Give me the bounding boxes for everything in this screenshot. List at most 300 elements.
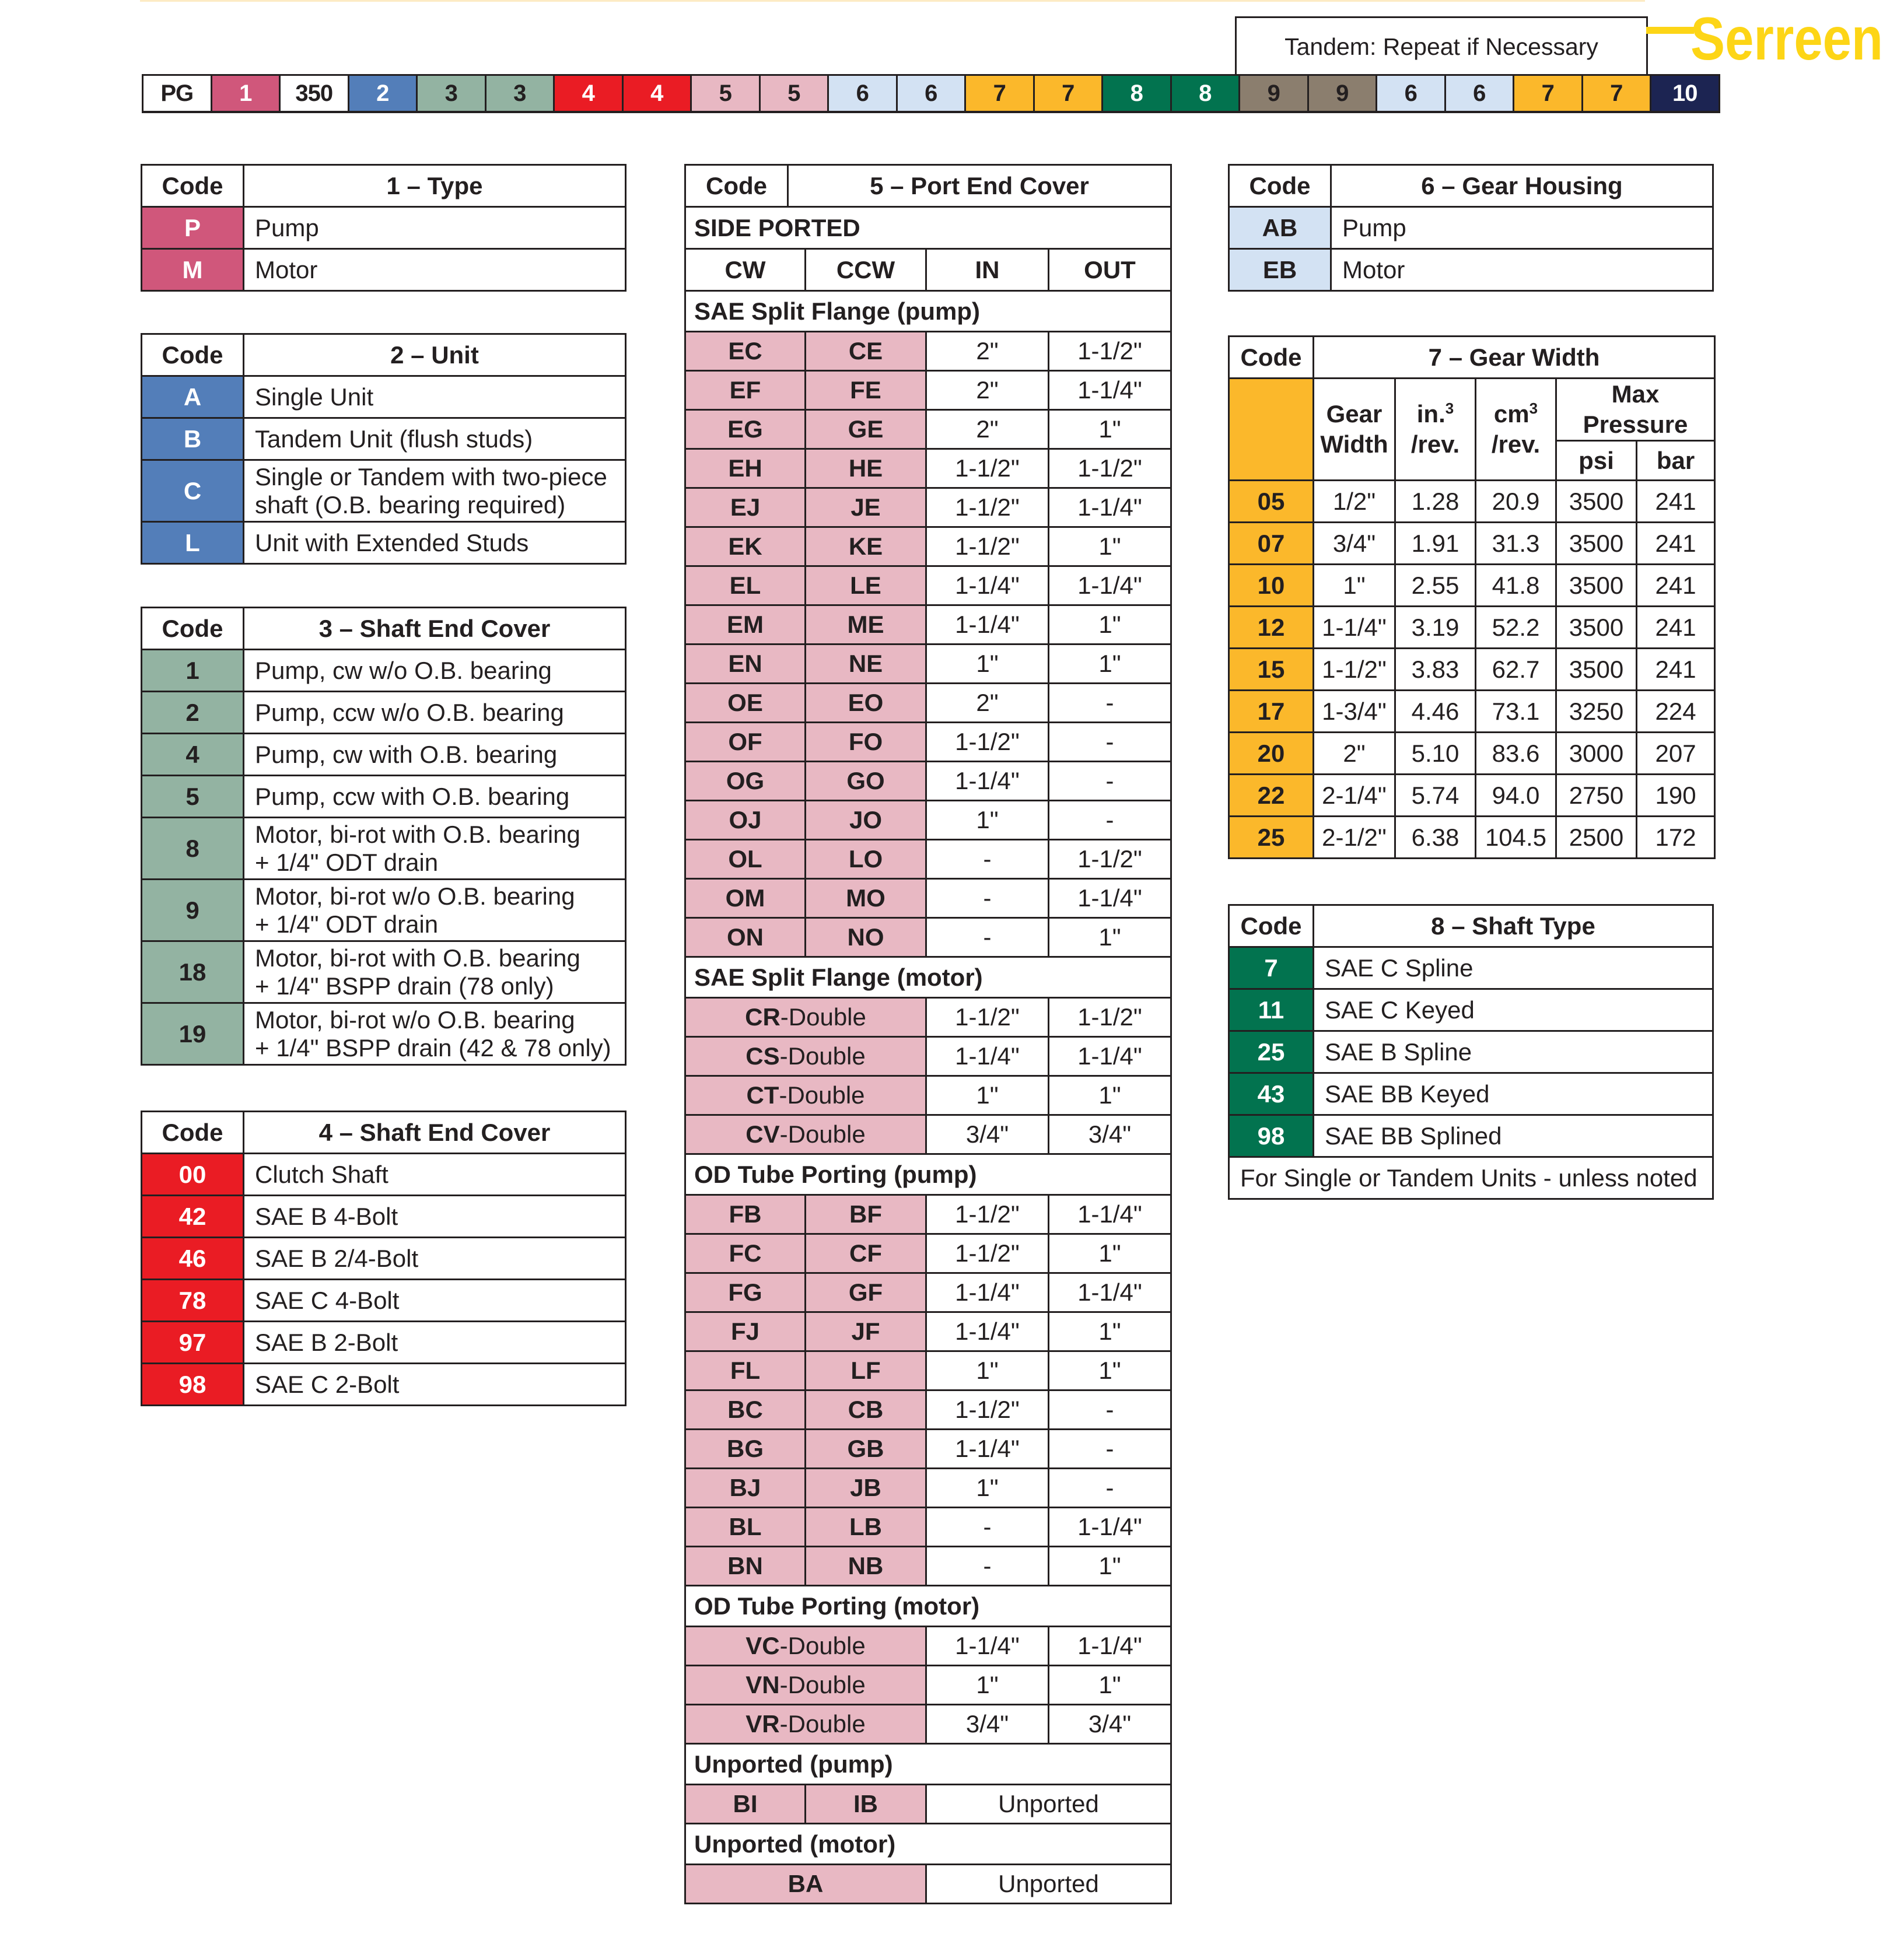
tandem-note	[1235, 16, 1648, 76]
table-row	[142, 1238, 626, 1280]
code-cell: 8	[142, 818, 244, 880]
description-line: SAE B 2-Bolt	[255, 1328, 398, 1356]
code-cell: B	[142, 418, 244, 460]
out-size-cell: 1-1/4"	[1049, 1627, 1171, 1666]
double-code-cell	[685, 1627, 926, 1666]
description-cell	[244, 1196, 626, 1238]
in-size-cell: 1-1/4"	[926, 566, 1049, 605]
bar-cell: 172	[1637, 817, 1715, 859]
table-row	[685, 1076, 1171, 1115]
out-size-cell: 1"	[1049, 410, 1171, 449]
table-row	[685, 762, 1171, 801]
double-code-cell	[685, 1705, 926, 1744]
cm3-cell: 31.3	[1476, 523, 1556, 565]
col-out: OUT	[1049, 249, 1171, 291]
table-row	[685, 840, 1171, 879]
ccw-code-cell: JB	[806, 1469, 926, 1508]
table-row	[142, 692, 626, 734]
out-size-cell: 1-1/4"	[1049, 879, 1171, 918]
table-row	[142, 650, 626, 692]
code-bar-segment: 350	[281, 76, 349, 111]
psi-cell: 3500	[1556, 565, 1637, 607]
code-cell: 17	[1229, 691, 1314, 733]
code-cell: 42	[142, 1196, 244, 1238]
description-line: Tandem Unit (flush studs)	[255, 425, 533, 453]
description-line: SAE B 4-Bolt	[255, 1202, 398, 1230]
bar-cell: 224	[1637, 691, 1715, 733]
width-cell: 3/4"	[1314, 523, 1395, 565]
code-bar-segment: 3	[487, 76, 555, 111]
out-size-cell: -	[1049, 1469, 1171, 1508]
code-bar-segment: 9	[1240, 76, 1309, 111]
table-row	[685, 566, 1171, 605]
out-size-cell: 1-1/4"	[1049, 1195, 1171, 1234]
out-size-cell: 1"	[1049, 1076, 1171, 1115]
width-cell: 1-1/4"	[1314, 607, 1395, 649]
description-line: Clutch Shaft	[255, 1160, 388, 1188]
cw-code-cell: FG	[685, 1273, 806, 1312]
description-cell	[244, 1280, 626, 1322]
ccw-code-cell: GF	[806, 1273, 926, 1312]
cw-code-cell: OE	[685, 684, 806, 723]
table-row	[685, 1115, 1171, 1154]
table-row	[142, 818, 626, 880]
in-size-cell: 1-1/4"	[926, 1430, 1049, 1469]
code-bar-segment: 9	[1309, 76, 1378, 111]
code-cell: 98	[142, 1364, 244, 1406]
psi-cell: 3500	[1556, 607, 1637, 649]
code-cell: 15	[1229, 649, 1314, 691]
code-cell: BA	[685, 1865, 926, 1904]
description-line: Pump	[255, 213, 319, 241]
double-code-cell	[685, 1666, 926, 1705]
table-row	[1229, 989, 1713, 1031]
table-row	[142, 376, 626, 418]
section-row	[685, 1824, 1171, 1865]
code-cell: 22	[1229, 775, 1314, 817]
cw-code-cell: EN	[685, 645, 806, 684]
section-row	[685, 1154, 1171, 1195]
col-in3-unit: in.	[1416, 400, 1446, 428]
table-row	[685, 879, 1171, 918]
code-bar-segment: 3	[418, 76, 487, 111]
table-row	[685, 1195, 1171, 1234]
width-cell: 1-1/2"	[1314, 649, 1395, 691]
out-size-cell: -	[1049, 762, 1171, 801]
code-cell: 2	[142, 692, 244, 734]
out-size-cell: 3/4"	[1049, 1115, 1171, 1154]
description-cell	[244, 734, 626, 776]
description-cell	[244, 1003, 626, 1065]
in-size-cell: 1-1/2"	[926, 1195, 1049, 1234]
description-line: Unit with Extended Studs	[255, 528, 529, 556]
description-line: Motor	[255, 255, 318, 283]
in-size-cell: -	[926, 879, 1049, 918]
in-size-cell: 1-1/4"	[926, 762, 1049, 801]
code-bar-segment: 6	[898, 76, 967, 111]
double-code: CR	[745, 1003, 780, 1031]
out-size-cell: -	[1049, 684, 1171, 723]
out-size-cell: 1"	[1049, 605, 1171, 645]
out-size-cell: 1-1/4"	[1049, 371, 1171, 410]
table-row	[142, 1364, 626, 1406]
in-size-cell: 1-1/2"	[926, 998, 1049, 1037]
col-cm3-sup: 3	[1529, 400, 1538, 417]
ccw-code-cell: FE	[806, 371, 926, 410]
table-unit	[141, 333, 626, 565]
table-row	[685, 1234, 1171, 1273]
table-shaft-type	[1228, 904, 1714, 1200]
in-size-cell: 2"	[926, 371, 1049, 410]
code-cell: 5	[142, 776, 244, 818]
in-size-cell: -	[926, 1508, 1049, 1547]
description-line: SAE C 2-Bolt	[255, 1370, 400, 1398]
out-size-cell: 1-1/4"	[1049, 566, 1171, 605]
table-title: 8 – Shaft Type	[1314, 905, 1713, 947]
cw-code-cell: OG	[685, 762, 806, 801]
table-row	[685, 1705, 1171, 1744]
table-row	[1229, 523, 1715, 565]
section-side-ported: SIDE PORTED	[685, 207, 1171, 249]
out-size-cell: 1"	[1049, 527, 1171, 566]
cw-code-cell: EC	[685, 332, 806, 371]
table-row	[142, 1003, 626, 1065]
in-size-cell: 1"	[926, 1469, 1049, 1508]
table-row	[685, 1273, 1171, 1312]
table-shaft-end-cover-4	[141, 1111, 626, 1406]
double-code-cell	[685, 1037, 926, 1076]
table-row	[685, 801, 1171, 840]
double-code-cell	[685, 998, 926, 1037]
svg-text:Serreen: Serreen	[1690, 7, 1883, 62]
cw-code-cell: BI	[685, 1785, 806, 1824]
ccw-code-cell: MO	[806, 879, 926, 918]
description-line: Pump, ccw w/o O.B. bearing	[255, 698, 564, 726]
double-code: CS	[746, 1042, 780, 1070]
in-size-cell: 1-1/2"	[926, 527, 1049, 566]
out-size-cell: 1"	[1049, 645, 1171, 684]
psi-cell: 3500	[1556, 649, 1637, 691]
col-cm3-rev-text: /rev.	[1491, 430, 1541, 458]
in-size-cell: -	[926, 1547, 1049, 1586]
table-row	[1229, 691, 1715, 733]
table-row	[1229, 1031, 1713, 1073]
section-label: OD Tube Porting (motor)	[685, 1586, 1171, 1627]
ccw-code-cell: KE	[806, 527, 926, 566]
table-row	[685, 1785, 1171, 1824]
code-bar-segment: 7	[966, 76, 1035, 111]
table-row	[1229, 565, 1715, 607]
table-row	[1229, 207, 1713, 249]
code-bar-segment: 4	[624, 76, 692, 111]
double-suffix: -Double	[779, 1671, 866, 1698]
code-cell: 18	[142, 941, 244, 1003]
code-cell: 11	[1229, 989, 1314, 1031]
code-cell: P	[142, 207, 244, 249]
ccw-code-cell: LF	[806, 1351, 926, 1390]
description-cell	[1314, 989, 1713, 1031]
bar-cell: 241	[1637, 481, 1715, 523]
cm3-cell: 52.2	[1476, 607, 1556, 649]
cw-code-cell: EJ	[685, 488, 806, 527]
out-size-cell: 1"	[1049, 1547, 1171, 1586]
description-line: Single Unit	[255, 383, 374, 411]
double-suffix: -Double	[779, 1081, 865, 1109]
code-header: Code	[685, 165, 788, 207]
code-bar-segment: 4	[555, 76, 624, 111]
ccw-code-cell: FO	[806, 723, 926, 762]
code-cell: 1	[142, 650, 244, 692]
description-cell	[244, 1154, 626, 1196]
cw-code-cell: FC	[685, 1234, 806, 1273]
in3-cell: 6.38	[1395, 817, 1476, 859]
table-port-end-cover	[684, 164, 1172, 1904]
out-size-cell: -	[1049, 1390, 1171, 1430]
table-row	[142, 249, 626, 291]
ccw-code-cell: IB	[806, 1785, 926, 1824]
table-row	[142, 418, 626, 460]
code-cell: 19	[142, 1003, 244, 1065]
in-size-cell: 1-1/2"	[926, 449, 1049, 488]
ccw-code-cell: GB	[806, 1430, 926, 1469]
out-size-cell: 1"	[1049, 1312, 1171, 1351]
table-row	[1229, 607, 1715, 649]
table-row	[685, 1037, 1171, 1076]
in-size-cell: 1-1/2"	[926, 1390, 1049, 1430]
in-size-cell: 1-1/4"	[926, 605, 1049, 645]
description-line: SAE BB Keyed	[1325, 1080, 1490, 1108]
out-size-cell: 1-1/2"	[1049, 449, 1171, 488]
table-row	[685, 1508, 1171, 1547]
psi-cell: 2750	[1556, 775, 1637, 817]
col-ccw: CCW	[806, 249, 926, 291]
in-size-cell: 1"	[926, 801, 1049, 840]
description-line-2: shaft (O.B. bearing required)	[255, 491, 566, 519]
cw-code-cell: EG	[685, 410, 806, 449]
col-gear-width	[1314, 379, 1395, 481]
code-cell: C	[142, 460, 244, 522]
table-row	[685, 684, 1171, 723]
description-line-2: + 1/4" BSPP drain (78 only)	[255, 972, 554, 1000]
in-size-cell: -	[926, 840, 1049, 879]
col-max-pressure-line1: Max	[1611, 380, 1660, 408]
table-row	[142, 522, 626, 564]
ccw-code-cell: LO	[806, 840, 926, 879]
code-cell: 43	[1229, 1073, 1314, 1115]
in-size-cell: -	[926, 918, 1049, 957]
ccw-code-cell: GO	[806, 762, 926, 801]
in3-cell: 3.19	[1395, 607, 1476, 649]
ccw-code-cell: ME	[806, 605, 926, 645]
bar-cell: 190	[1637, 775, 1715, 817]
description-line: Pump, cw w/o O.B. bearing	[255, 656, 552, 684]
table-row	[685, 1865, 1171, 1904]
code-cell: AB	[1229, 207, 1331, 249]
table-row	[685, 918, 1171, 957]
code-bar-segment: 8	[1103, 76, 1172, 111]
code-bar-segment: 7	[1583, 76, 1652, 111]
description-cell	[244, 207, 626, 249]
table-row	[142, 1196, 626, 1238]
ccw-code-cell: CE	[806, 332, 926, 371]
out-size-cell: 1-1/4"	[1049, 1273, 1171, 1312]
code-bar-segment: 8	[1172, 76, 1241, 111]
double-code: VR	[746, 1710, 780, 1738]
out-size-cell: 1-1/4"	[1049, 1508, 1171, 1547]
out-size-cell: -	[1049, 723, 1171, 762]
description-cell	[1314, 1073, 1713, 1115]
cm3-cell: 41.8	[1476, 565, 1556, 607]
tandem-note-text: Tandem: Repeat if Necessary	[1284, 33, 1598, 60]
col-gear-width-line1: Gear	[1326, 400, 1382, 428]
table-row	[1229, 249, 1713, 291]
table-row	[142, 1280, 626, 1322]
table-row	[685, 1469, 1171, 1508]
ccw-code-cell: NE	[806, 645, 926, 684]
code-bar-segment: 6	[829, 76, 898, 111]
in-size-cell: 1"	[926, 1666, 1049, 1705]
bar-cell: 207	[1637, 733, 1715, 775]
description-line: SAE B Spline	[1325, 1038, 1472, 1066]
ccw-code-cell: JF	[806, 1312, 926, 1351]
double-code: VN	[746, 1671, 780, 1698]
code-header: Code	[142, 1112, 244, 1154]
description-line: SAE C Keyed	[1325, 996, 1475, 1024]
ccw-code-cell: LE	[806, 566, 926, 605]
code-cell: 12	[1229, 607, 1314, 649]
model-code-bar	[142, 74, 1720, 113]
double-suffix: -Double	[780, 1003, 866, 1031]
table-row	[685, 1430, 1171, 1469]
double-suffix: -Double	[779, 1710, 866, 1738]
in-size-cell: 1-1/2"	[926, 1234, 1049, 1273]
in3-cell: 5.74	[1395, 775, 1476, 817]
table-row	[1229, 1073, 1713, 1115]
description-cell	[244, 460, 626, 522]
code-cell: 07	[1229, 523, 1314, 565]
col-cm3-rev	[1476, 379, 1556, 481]
description-line: Pump	[1342, 213, 1406, 241]
unported-cell: Unported	[926, 1865, 1171, 1904]
code-cell: 20	[1229, 733, 1314, 775]
table-row	[685, 605, 1171, 645]
table-title: 5 – Port End Cover	[788, 165, 1171, 207]
col-in3-rev-text: /rev.	[1410, 430, 1460, 458]
table-row	[685, 527, 1171, 566]
code-cell: 05	[1229, 481, 1314, 523]
width-cell: 2-1/4"	[1314, 775, 1395, 817]
table-row	[142, 734, 626, 776]
table-row	[685, 1351, 1171, 1390]
section-label: OD Tube Porting (pump)	[685, 1154, 1171, 1195]
description-cell	[1331, 207, 1713, 249]
cm3-cell: 20.9	[1476, 481, 1556, 523]
description-cell	[1314, 1115, 1713, 1157]
out-size-cell: 1-1/2"	[1049, 840, 1171, 879]
description-line: SAE BB Splined	[1325, 1122, 1502, 1150]
cw-code-cell: OM	[685, 879, 806, 918]
description-cell	[244, 880, 626, 941]
description-line: Motor, bi-rot with O.B. bearing	[255, 944, 580, 972]
table-title: 2 – Unit	[244, 334, 626, 376]
out-size-cell: 1-1/4"	[1049, 488, 1171, 527]
table-row	[1229, 817, 1715, 859]
table-row	[685, 1627, 1171, 1666]
description-line-2: + 1/4" ODT drain	[255, 910, 439, 938]
description-line: SAE C 4-Bolt	[255, 1286, 400, 1314]
cw-code-cell: EH	[685, 449, 806, 488]
cw-code-cell: BJ	[685, 1469, 806, 1508]
bar-cell: 241	[1637, 523, 1715, 565]
in-size-cell: 1-1/2"	[926, 723, 1049, 762]
table-title: 4 – Shaft End Cover	[244, 1112, 626, 1154]
bar-cell: 241	[1637, 649, 1715, 691]
code-cell: 10	[1229, 565, 1314, 607]
code-bar-segment: 7	[1514, 76, 1583, 111]
code-cell: 7	[1229, 947, 1314, 989]
section-row	[685, 1586, 1171, 1627]
description-line: Motor, bi-rot with O.B. bearing	[255, 820, 580, 848]
table-row	[1229, 1115, 1713, 1157]
description-line: Single or Tandem with two-piece	[255, 463, 607, 491]
col-in3-rev	[1395, 379, 1476, 481]
col-psi: psi	[1556, 441, 1637, 481]
double-code: CV	[746, 1120, 780, 1148]
ccw-code-cell: BF	[806, 1195, 926, 1234]
bar-cell: 241	[1637, 607, 1715, 649]
table-row	[685, 488, 1171, 527]
section-label: Unported (motor)	[685, 1824, 1171, 1865]
col-in3-sup: 3	[1445, 400, 1454, 417]
serreen-logo-icon	[1646, 7, 1903, 62]
table-row	[142, 1154, 626, 1196]
table-row	[685, 723, 1171, 762]
code-cell: 97	[142, 1322, 244, 1364]
code-color-cell	[1229, 379, 1314, 481]
code-header: Code	[142, 334, 244, 376]
cw-code-cell: FB	[685, 1195, 806, 1234]
cw-code-cell: EM	[685, 605, 806, 645]
section-row	[685, 291, 1171, 332]
description-cell	[1314, 947, 1713, 989]
width-cell: 1"	[1314, 565, 1395, 607]
cm3-cell: 104.5	[1476, 817, 1556, 859]
top-rule	[140, 0, 1645, 2]
code-bar-segment: 7	[1035, 76, 1104, 111]
code-header: Code	[1229, 337, 1314, 379]
section-label: SAE Split Flange (motor)	[685, 957, 1171, 998]
in-size-cell: 3/4"	[926, 1115, 1049, 1154]
table-row	[685, 410, 1171, 449]
cw-code-cell: BN	[685, 1547, 806, 1586]
out-size-cell: 1"	[1049, 1666, 1171, 1705]
table-row	[685, 645, 1171, 684]
code-bar-segment: 2	[349, 76, 418, 111]
in-size-cell: 1-1/4"	[926, 1273, 1049, 1312]
col-max-pressure-line2: Pressure	[1583, 411, 1688, 438]
description-cell	[244, 418, 626, 460]
description-line: SAE C Spline	[1325, 954, 1474, 982]
code-cell: 00	[142, 1154, 244, 1196]
out-size-cell: -	[1049, 1430, 1171, 1469]
table-title: 3 – Shaft End Cover	[244, 608, 626, 650]
code-cell: 4	[142, 734, 244, 776]
description-line: Pump, ccw with O.B. bearing	[255, 782, 570, 810]
out-size-cell: 1"	[1049, 1234, 1171, 1273]
double-suffix: -Double	[779, 1632, 866, 1659]
cm3-cell: 94.0	[1476, 775, 1556, 817]
double-suffix: -Double	[779, 1120, 866, 1148]
